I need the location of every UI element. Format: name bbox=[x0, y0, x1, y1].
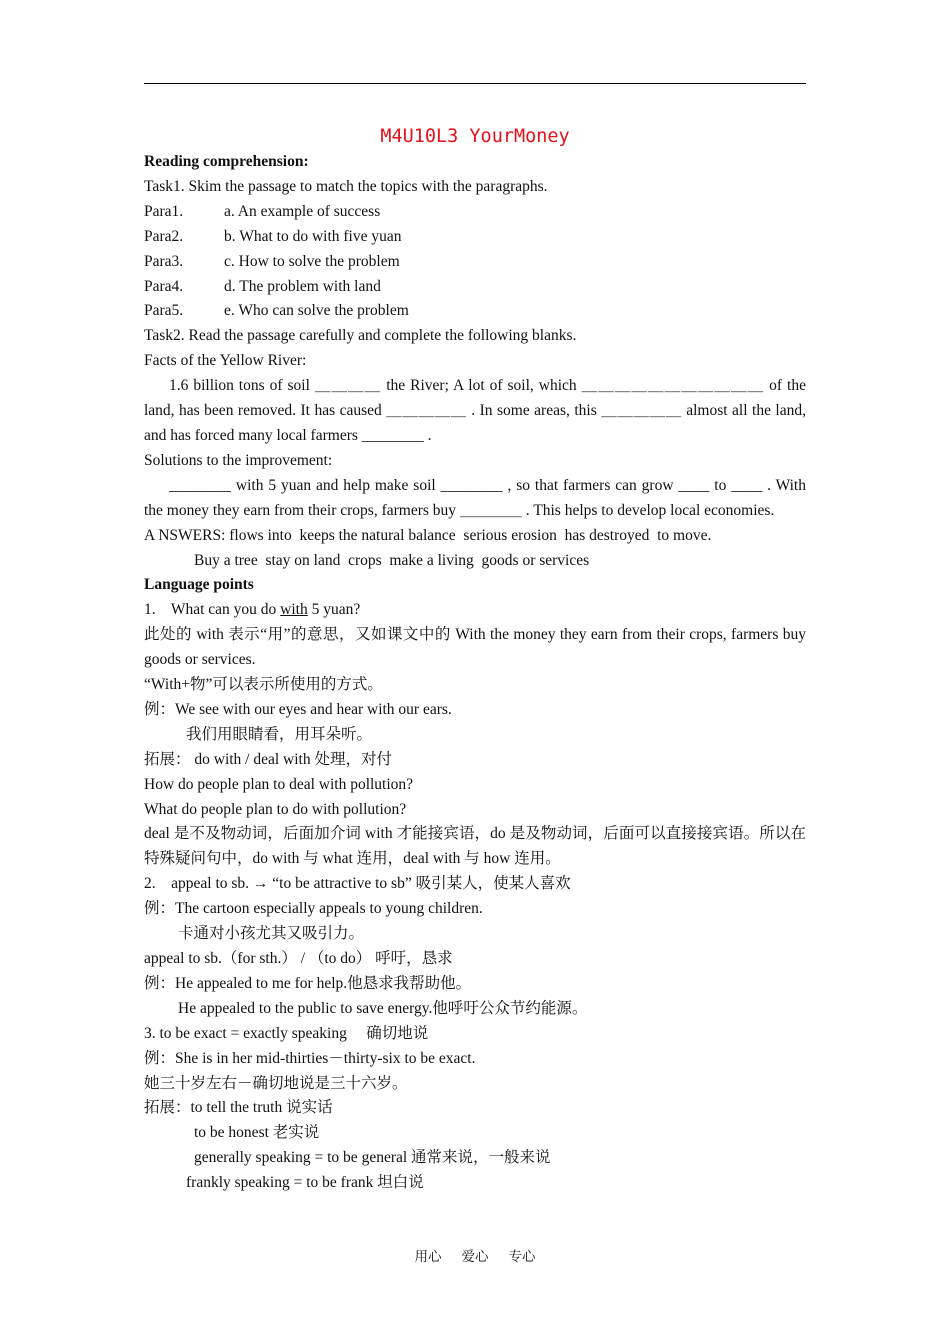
match-row bbox=[144, 200, 806, 225]
grammar-note: deal 是不及物动词，后面加介词 with 才能接宾语，do 是及物动词，后面可以直接接宾语。所以在特殊疑问句中，do with 与 what 连用，deal with 与 how 连用。 bbox=[144, 825, 806, 868]
example-translation: 卡通对小孩尤其又吸引力。 bbox=[178, 925, 365, 943]
header-rule bbox=[144, 83, 806, 84]
match-row bbox=[144, 275, 806, 300]
page-title: M4U10L3 YourMoney bbox=[380, 126, 570, 147]
example-sentence: 例：We see with our eyes and hear with our ears. bbox=[144, 700, 452, 718]
topic-label: c. How to solve the problem bbox=[224, 252, 400, 270]
solutions-paragraph: ________ with 5 yuan and help make soil ________ , so that farmers can grow ____ to ____ . With the money they earn from their crops, farmers buy ＿＿＿＿ . This helps to develop local economies. bbox=[144, 476, 806, 519]
extension-item: generally speaking = to be general 通常来说，一般来说 bbox=[194, 1149, 551, 1167]
topic-label: d. The problem with land bbox=[224, 277, 381, 295]
facts-paragraph: 1.6 billion tons of soil ＿＿＿＿ the River; A lot of soil, which ＿＿＿＿＿＿＿＿＿＿＿ of the land, has been removed. It has caused ＿＿＿＿＿ . In some areas, this ＿＿＿＿＿ almost all the land, and has forced many local farmers ________ . bbox=[144, 377, 806, 444]
extension-note: 拓展： do with / deal with 处理，对付 bbox=[144, 750, 392, 768]
solutions-heading: Solutions to the improvement: bbox=[144, 451, 333, 469]
point-1-usage: “With+物”可以表示所使用的方式。 bbox=[144, 676, 383, 694]
example-sentence: What do people plan to do with pollution? bbox=[144, 800, 407, 818]
extension-note: 拓展：to tell the truth 说实话 bbox=[144, 1099, 333, 1117]
facts-heading: Facts of the Yellow River: bbox=[144, 352, 307, 370]
para-label: Para5. bbox=[144, 302, 184, 320]
usage-note: appeal to sb.（for sth.） / （to do） 呼吁，恳求 bbox=[144, 950, 453, 967]
footer-word: 专心 bbox=[508, 1249, 536, 1264]
document-body bbox=[144, 123, 806, 1196]
page-footer bbox=[0, 1247, 950, 1267]
reading-heading: Reading comprehension: bbox=[144, 153, 309, 170]
extension-item: frankly speaking = to be frank 坦白说 bbox=[186, 1174, 424, 1192]
example-sentence: He appealed to the public to save energy.他呼吁公众节约能源。 bbox=[178, 999, 588, 1017]
task2-instruction: Task2. Read the passage carefully and complete the following blanks. bbox=[144, 327, 577, 345]
answers-line: A NSWERS: flows into keeps the natural balance serious erosion has destroyed to move. bbox=[144, 526, 712, 544]
para-label: Para2. bbox=[144, 227, 184, 245]
example-translation: 她三十岁左右－确切地说是三十六岁。 bbox=[144, 1074, 408, 1092]
example-sentence: How do people plan to deal with pollution? bbox=[144, 775, 414, 793]
topic-label: e. Who can solve the problem bbox=[224, 302, 409, 320]
para-label: Para3. bbox=[144, 252, 184, 270]
task1-instruction: Task1. Skim the passage to match the topics with the paragraphs. bbox=[144, 177, 548, 195]
answers-line: Buy a tree stay on land crops make a living goods or services bbox=[194, 551, 590, 569]
example-translation: 我们用眼睛看，用耳朵听。 bbox=[186, 725, 373, 743]
point-1-explanation: 此处的 with 表示“用”的意思，又如课文中的 With the money they earn from their crops, farmers buy goods or services. bbox=[144, 626, 806, 669]
point-text: 1. What can you do bbox=[144, 601, 281, 619]
language-points-heading: Language points bbox=[144, 576, 254, 594]
point-3-heading: 3. to be exact = exactly speaking 确切地说 bbox=[144, 1024, 429, 1042]
point-1-heading bbox=[144, 598, 806, 623]
point-text: 5 yuan? bbox=[307, 601, 361, 619]
match-row bbox=[144, 250, 806, 275]
match-row bbox=[144, 299, 806, 324]
example-sentence: 例：He appealed to me for help.他恳求我帮助他。 bbox=[144, 974, 472, 992]
match-row bbox=[144, 225, 806, 250]
underlined-word: with bbox=[280, 601, 308, 619]
footer-word: 用心 bbox=[414, 1249, 442, 1264]
topic-label: b. What to do with five yuan bbox=[224, 227, 402, 245]
example-sentence: 例：She is in her mid-thirties－thirty-six to be exact. bbox=[144, 1049, 476, 1067]
para-label: Para1. bbox=[144, 202, 184, 220]
example-sentence: 例：The cartoon especially appeals to young children. bbox=[144, 900, 483, 918]
extension-item: to be honest 老实说 bbox=[194, 1124, 320, 1142]
footer-word: 爱心 bbox=[461, 1249, 489, 1264]
point-2-heading: 2. appeal to sb. → “to be attractive to sb” 吸引某人，使某人喜欢 bbox=[144, 875, 571, 893]
para-label: Para4. bbox=[144, 277, 184, 295]
topic-label: a. An example of success bbox=[224, 202, 381, 220]
